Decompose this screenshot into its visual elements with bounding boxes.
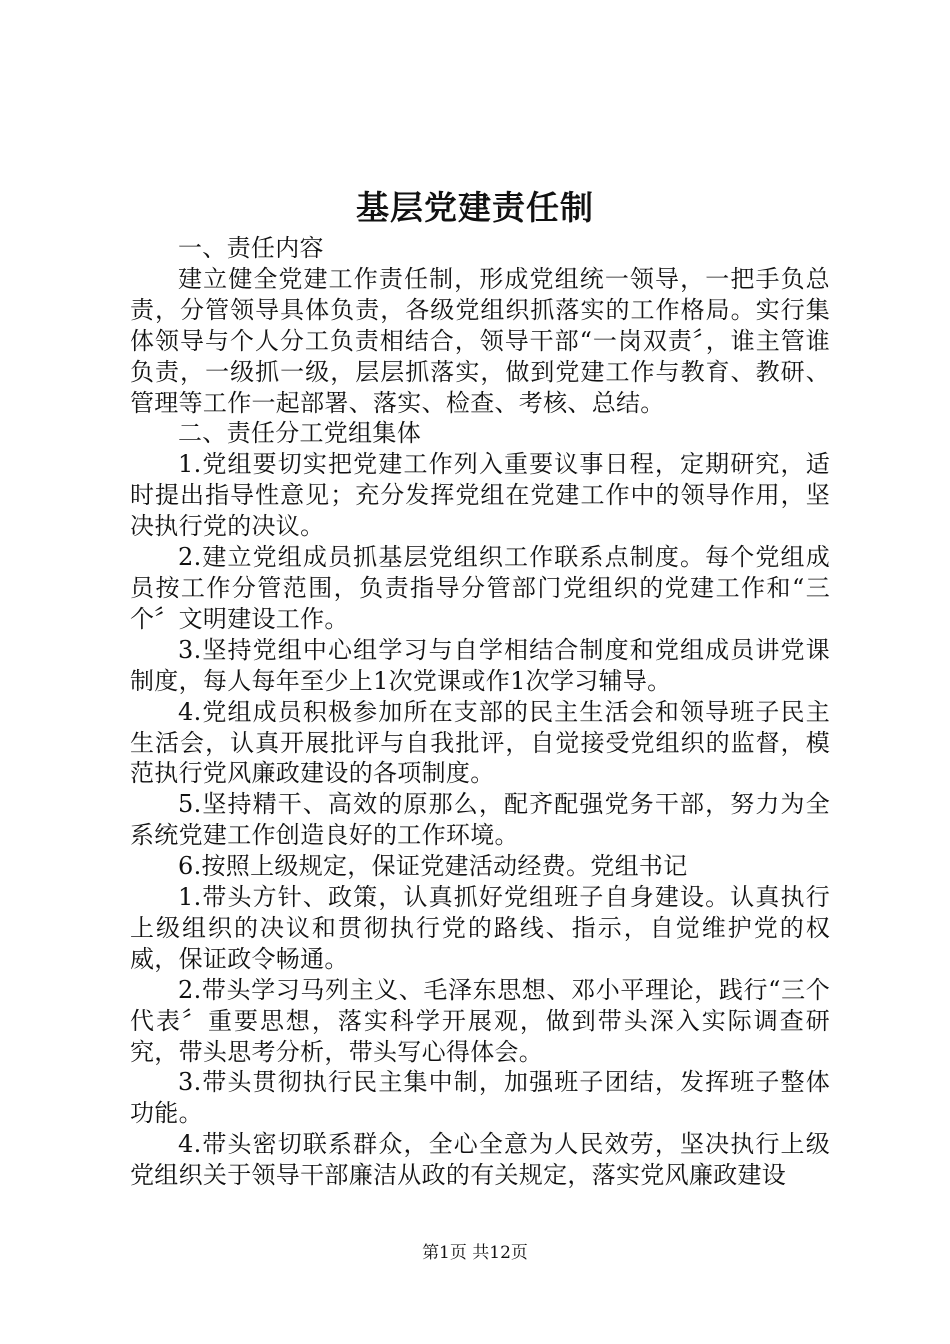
paragraph: 1.党组要切实把党建工作列入重要议事日程，定期研究，适时提出指导性意见；充分发挥党组在党建工作中的领导作用，坚决执行党的决议。	[130, 450, 830, 541]
paragraph: 2.建立党组成员抓基层党组织工作联系点制度。每个党组成员按工作分管范围，负责指导分管部门党组织的党建工作和“三个〞文明建设工作。	[130, 543, 830, 633]
section-heading: 二、责任分工党组集体	[178, 419, 421, 448]
paragraph: 3.坚持党组中心组学习与自学相结合制度和党组成员讲党课制度，每人每年至少上1次党课或作1次学习辅导。	[130, 635, 830, 695]
paragraph: 3.带头贯彻执行民主集中制，加强班子团结，发挥班子整体功能。	[130, 1068, 830, 1128]
document-body	[130, 233, 830, 1191]
page-total: 共12页	[472, 1243, 528, 1263]
paragraph: 1.带头方针、政策，认真抓好党组班子自身建设。认真执行上级组织的决议和贯彻执行党的路线、指示，自觉维护党的权威，保证政令畅通。	[130, 883, 830, 973]
paragraph: 4.带头密切联系群众，全心全意为人民效劳，坚决执行上级党组织关于领导干部廉洁从政的有关规定，落实党风廉政建设	[130, 1130, 830, 1190]
document-title: 基层党建责任制	[356, 188, 594, 227]
section-heading: 一、责任内容	[178, 234, 324, 262]
paragraph: 建立健全党建工作责任制，形成党组统一领导，一把手负总责，分管领导具体负责，各级党组织抓落实的工作格局。实行集体领导与个人分工负责相结合，领导干部“一岗双责〞，谁主管谁负责，一级抓一级，层层抓落实，做到党建工作与教育、教研、管理等工作一起部署、落实、检查、考核、总结。	[130, 264, 830, 417]
paragraph: 5.坚持精干、高效的原那么，配齐配强党务干部，努力为全系统党建工作创造良好的工作环境。	[130, 790, 830, 850]
paragraph: 6.按照上级规定，保证党建活动经费。党组书记	[178, 852, 688, 881]
page-number: 第1页	[422, 1243, 467, 1263]
paragraph: 4.党组成员积极参加所在支部的民主生活会和领导班子民主生活会，认真开展批评与自我批评，自觉接受党组织的监督，模范执行党风廉政建设的各项制度。	[130, 697, 830, 788]
page-footer	[0, 1242, 950, 1264]
paragraph: 2.带头学习马列主义、毛泽东思想、邓小平理论，践行“三个代表〞重要思想，落实科学开展观，做到带头深入实际调查研究，带头思考分析，带头写心得体会。	[130, 975, 830, 1066]
